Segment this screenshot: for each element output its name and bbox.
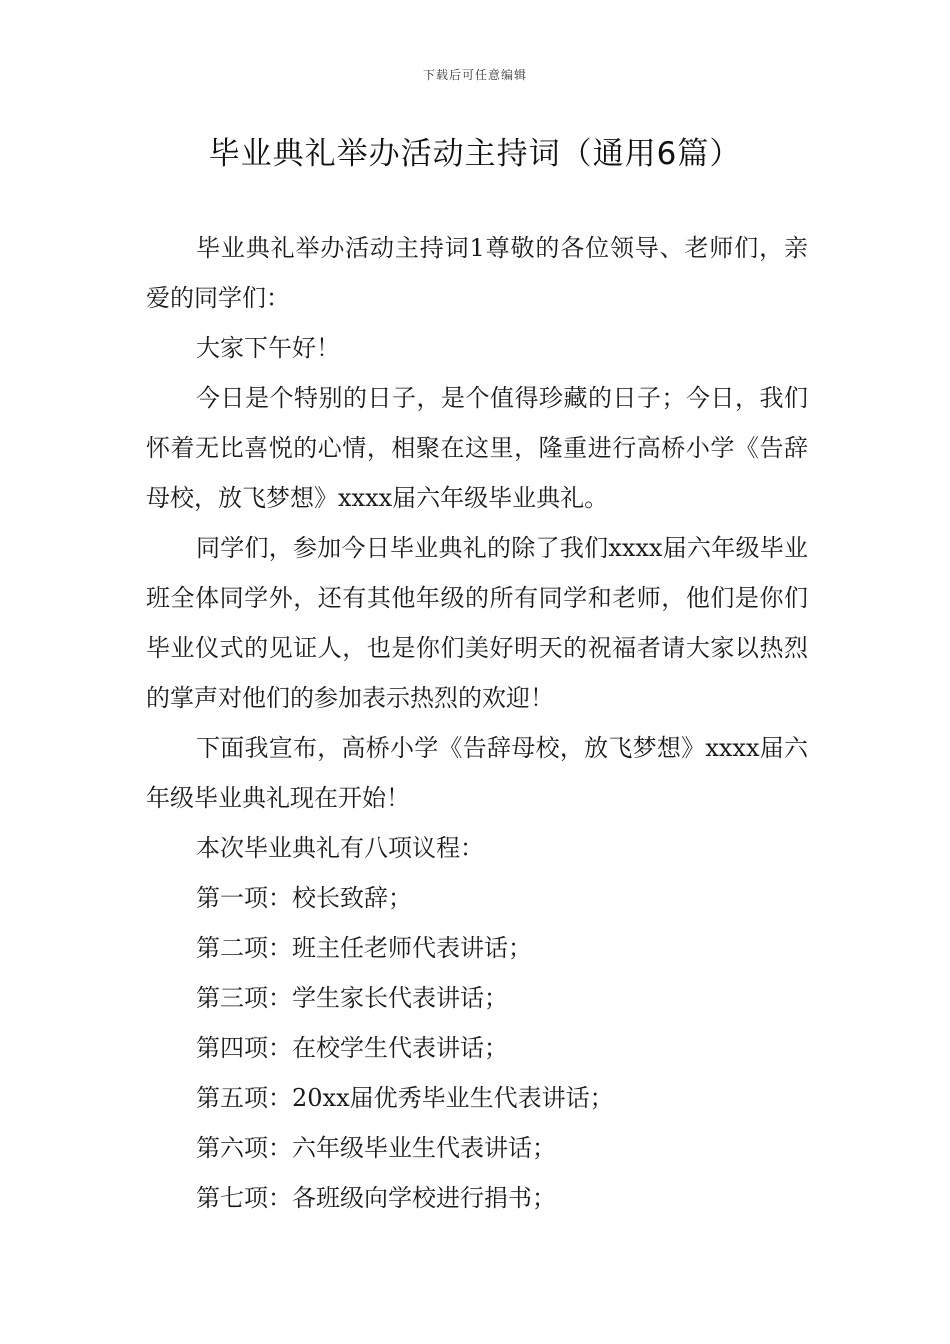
document-title: 毕业典礼举办活动主持词（通用6篇）: [208, 136, 742, 172]
paragraph-special-day: 今日是个特别的日子，是个值得珍藏的日子；今日，我们怀着无比喜悦的心情，相聚在这里，隆重进行高桥小学《告辞母校，放飞梦想》xxxx届六年级毕业典礼。: [146, 384, 808, 512]
document-body: [146, 223, 808, 1223]
paragraph-greeting-opening: 毕业典礼举办活动主持词1尊敬的各位领导、老师们，亲爱的同学们：: [146, 234, 808, 312]
agenda-item-3: 第三项：学生家长代表讲话；: [196, 984, 508, 1012]
agenda-item-1: 第一项：校长致辞；: [196, 884, 412, 912]
agenda-item-4: 第四项：在校学生代表讲话；: [196, 1034, 508, 1062]
paragraph-welcome-guests: 同学们，参加今日毕业典礼的除了我们xxxx届六年级毕业班全体同学外，还有其他年级的所有同学和老师，他们是你们毕业仪式的见证人，也是你们美好明天的祝福者请大家以热烈的掌声对他们的参加表示热烈的欢迎！: [146, 534, 808, 712]
paragraph-agenda-intro: 本次毕业典礼有八项议程：: [196, 834, 484, 862]
agenda-item-2: 第二项：班主任老师代表讲话；: [196, 934, 532, 962]
agenda-item-5: 第五项：20xx届优秀毕业生代表讲话；: [196, 1084, 614, 1112]
paragraph-good-afternoon: 大家下午好！: [196, 334, 340, 362]
agenda-item-6: 第六项：六年级毕业生代表讲话；: [196, 1134, 556, 1162]
paragraph-announce-start: 下面我宣布，高桥小学《告辞母校，放飞梦想》xxxx届六年级毕业典礼现在开始！: [146, 734, 808, 812]
page-header-note: 下载后可任意编辑: [422, 68, 527, 82]
agenda-item-7: 第七项：各班级向学校进行捐书；: [196, 1184, 556, 1212]
